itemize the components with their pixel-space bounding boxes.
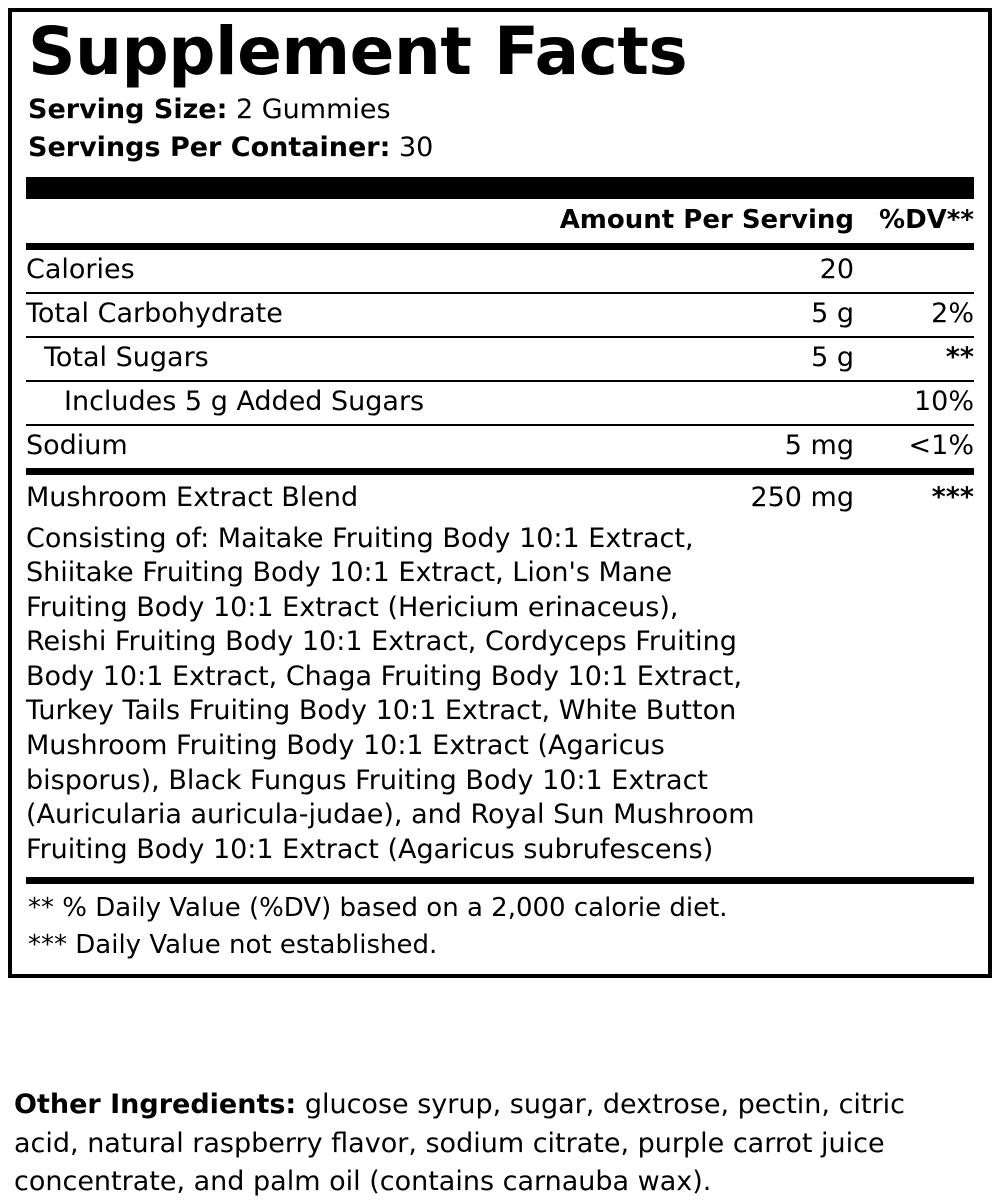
- row-amount: 5 mg: [670, 425, 854, 471]
- blend-dv: ***: [854, 471, 974, 519]
- row-dv: 2%: [854, 293, 974, 337]
- blend-name: Mushroom Extract Blend: [26, 471, 670, 519]
- table-row: [26, 250, 974, 293]
- row-amount: 5 g: [670, 337, 854, 381]
- divider-med-header: [26, 243, 974, 250]
- nutrition-table: [26, 199, 974, 243]
- footnote-daily-value: ** % Daily Value (%DV) based on a 2,000 calorie diet.: [28, 893, 728, 924]
- serving-size-line: [28, 91, 974, 129]
- row-name: Total Carbohydrate: [26, 293, 670, 337]
- blend-description: Consisting of: Maitake Fruiting Body 10:1 Extract, Shiitake Fruiting Body 10:1 Extract, Lion's Mane Fruiting Body 10:1 Extract (Hericium erinaceus), Reishi Fruiting Body 10:1 Extract, Cordyceps Fruiting Body 10:1 Extract, Chaga Fruiting Body 10:1 Extract, Turkey Tails Fruiting Body 10:1 Extract, White Button Mushroom Fruiting Body 10:1 Extract (Agaricus bisporus), Black Fungus Fruiting Body 10:1 Extract (Auricularia auricula-judae), and Royal Sun Mushroom Fruiting Body 10:1 Extract (Agaricus subrufescens): [26, 522, 755, 865]
- serving-size-label: Serving Size:: [28, 93, 228, 125]
- blend-amount: 250 mg: [670, 471, 854, 519]
- nutrition-rows: [26, 250, 974, 520]
- footnote-not-established: *** Daily Value not established.: [28, 930, 438, 961]
- servings-per-container-value: 30: [398, 132, 434, 163]
- header-amount-per-serving: Amount Per Serving: [559, 205, 854, 236]
- supplement-facts-panel: [8, 8, 992, 978]
- row-name: Calories: [26, 254, 135, 286]
- row-dv: 10%: [854, 381, 974, 425]
- row-name: Total Sugars: [26, 337, 670, 381]
- other-ingredients: [14, 1086, 966, 1202]
- table-row: [26, 425, 974, 471]
- table-row: [26, 337, 974, 381]
- row-amount: 20: [819, 254, 854, 286]
- row-name: Sodium: [26, 425, 670, 471]
- table-row: [26, 381, 974, 425]
- other-ingredients-label: Other Ingredients:: [14, 1089, 297, 1120]
- row-amount: [670, 381, 854, 425]
- header-percent-dv: %DV**: [879, 205, 974, 236]
- row-dv: **: [854, 337, 974, 381]
- page-title: Supplement Facts: [28, 13, 688, 90]
- row-dv: [854, 250, 974, 293]
- row-name: Includes 5 g Added Sugars: [26, 381, 670, 425]
- table-row: [26, 293, 974, 337]
- row-amount: 5 g: [670, 293, 854, 337]
- servings-per-container-label: Servings Per Container:: [28, 132, 391, 163]
- row-dv: <1%: [854, 425, 974, 471]
- table-header-row: [26, 199, 974, 243]
- divider-med-footnotes: [26, 877, 974, 884]
- serving-size-value: 2 Gummies: [236, 93, 391, 125]
- servings-per-container-line: [28, 129, 974, 167]
- other-ingredients-text: glucose syrup, sugar, dextrose, pectin, citric acid, natural raspberry flavor, sodium citrate, purple carrot juice concentrate, and palm oil (contains carnauba wax).: [14, 1089, 905, 1198]
- blend-row: [26, 471, 974, 519]
- divider-thick-top: [26, 177, 974, 199]
